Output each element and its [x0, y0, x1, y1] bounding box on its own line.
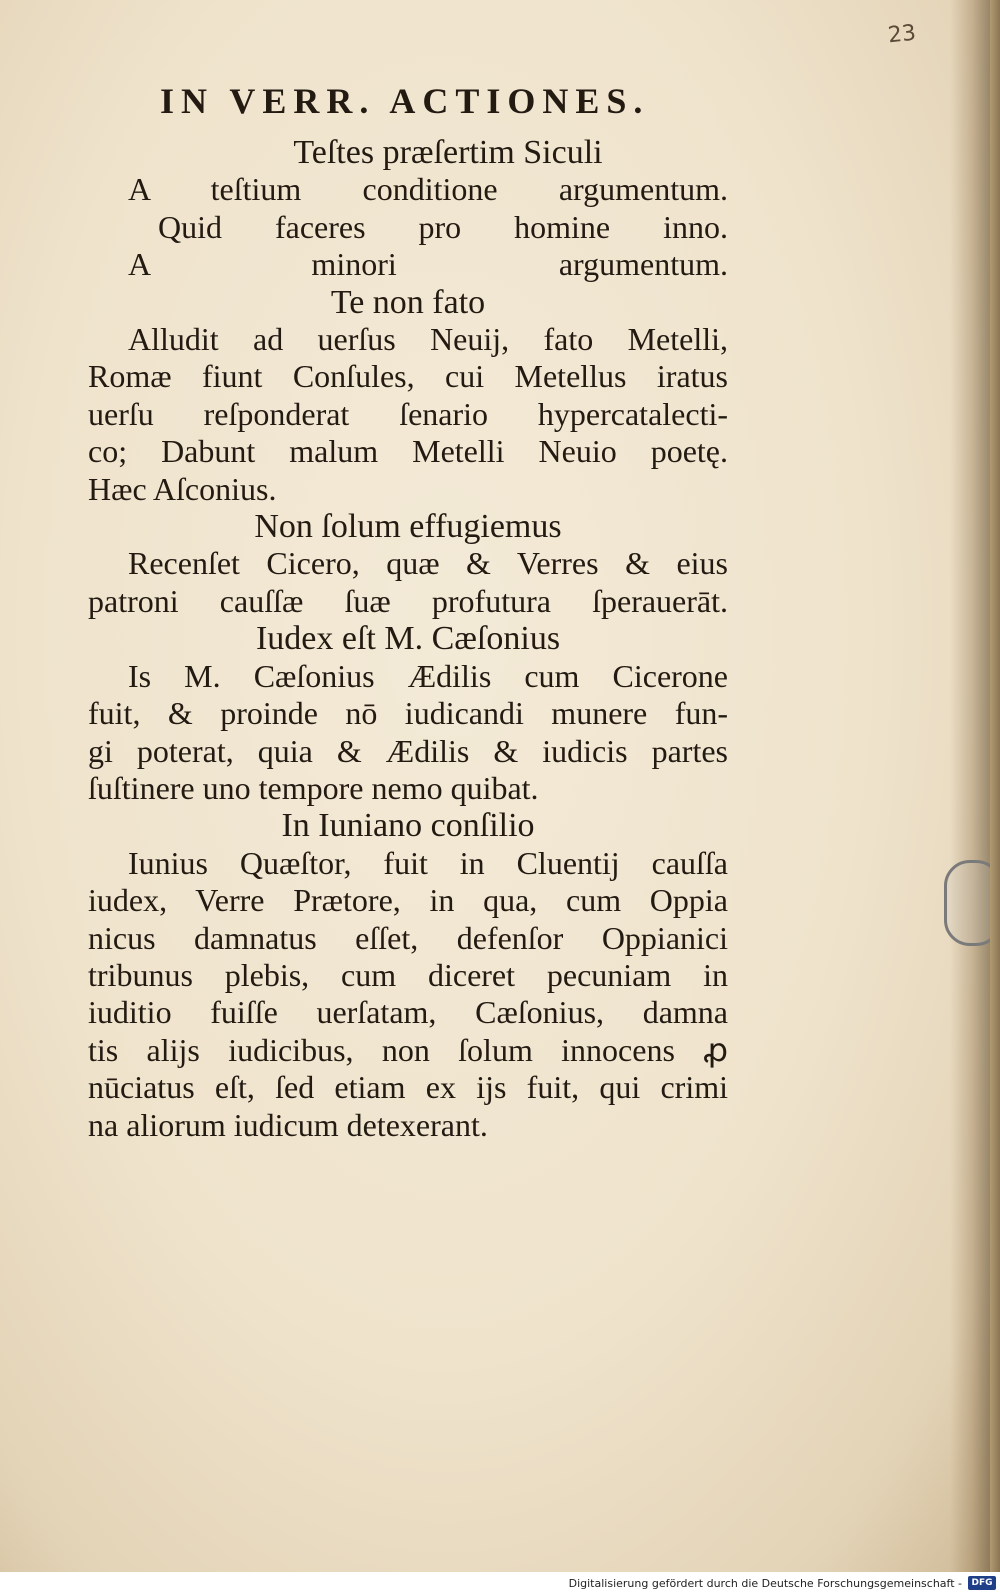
gloss-line: uerſu reſponderat ſenario hypercatalecti-: [88, 395, 728, 432]
page-number: 23: [886, 20, 918, 49]
gloss-line: Quid faceres pro homine inno.: [158, 208, 728, 245]
running-head: IN VERR. ACTIONES.: [160, 81, 650, 121]
gloss-line: iuditio fuiſſe uerſatam, Cæſonius, damna: [88, 994, 728, 1031]
dfg-logo: DFG: [968, 1576, 996, 1590]
gloss-line: Alludit ad uerſus Neuij, fato Metelli,: [128, 321, 728, 358]
gloss-line: Is M. Cæſonius Ædilis cum Cicerone: [128, 657, 728, 694]
gloss-line: nicus damnatus eſſet, defenſor Oppianici: [88, 919, 728, 956]
page-edge: [990, 0, 1000, 1572]
gloss-line: A minori argumentum.: [128, 246, 728, 283]
lemma-heading: Non ſolum effugiemus: [254, 508, 562, 546]
lemma-heading: Teſtes præſertim Siculi: [293, 134, 603, 171]
gloss-line: gi poterat, quia & Ædilis & iudicis partes: [88, 732, 728, 769]
gloss-line: patroni cauſſæ ſuæ profutura ſperauerāt.: [88, 582, 728, 619]
lemma-heading: Iudex eſt M. Cæſonius: [255, 620, 561, 658]
gloss-line: fuit, & proinde nō iudicandi munere fun-: [88, 695, 728, 732]
gloss-line: tis alijs iudicibus, non ſolum innocens ꝓ: [88, 1031, 728, 1068]
gloss-line: A teſtium conditione argumentum.: [128, 171, 728, 208]
gloss-line: ſuſtinere uno tempore nemo quibat.: [88, 769, 539, 806]
commentary-text: [88, 134, 728, 1144]
scan-footer: [0, 1572, 1000, 1596]
lemma-heading: In Iuniano conſilio: [281, 807, 535, 845]
binding-clip: [944, 860, 990, 946]
funding-credit: Digitalisierung gefördert durch die Deutsche Forschungsgemeinschaft -: [568, 1577, 962, 1590]
gloss-line: nūciatus eſt, ſed etiam ex ijs fuit, qui crimi: [88, 1069, 728, 1106]
gloss-line: na aliorum iudicum detexerant.: [88, 1106, 488, 1143]
gloss-line: iudex, Verre Prætore, in qua, cum Oppia: [88, 882, 728, 919]
gutter-shadow: [950, 0, 990, 1572]
gloss-line: Hæc Aſconius.: [88, 470, 277, 507]
gloss-line: tribunus plebis, cum diceret pecuniam in: [88, 956, 728, 993]
gloss-line: Recenſet Cicero, quæ & Verres & eius: [128, 545, 728, 582]
gloss-line: Romæ fiunt Conſules, cui Metellus iratus: [88, 358, 728, 395]
gloss-line: co; Dabunt malum Metelli Neuio poetę.: [88, 433, 728, 470]
gloss-line: Iunius Quæſtor, fuit in Cluentij cauſſa: [128, 844, 728, 881]
lemma-heading: Te non fato: [330, 283, 486, 321]
